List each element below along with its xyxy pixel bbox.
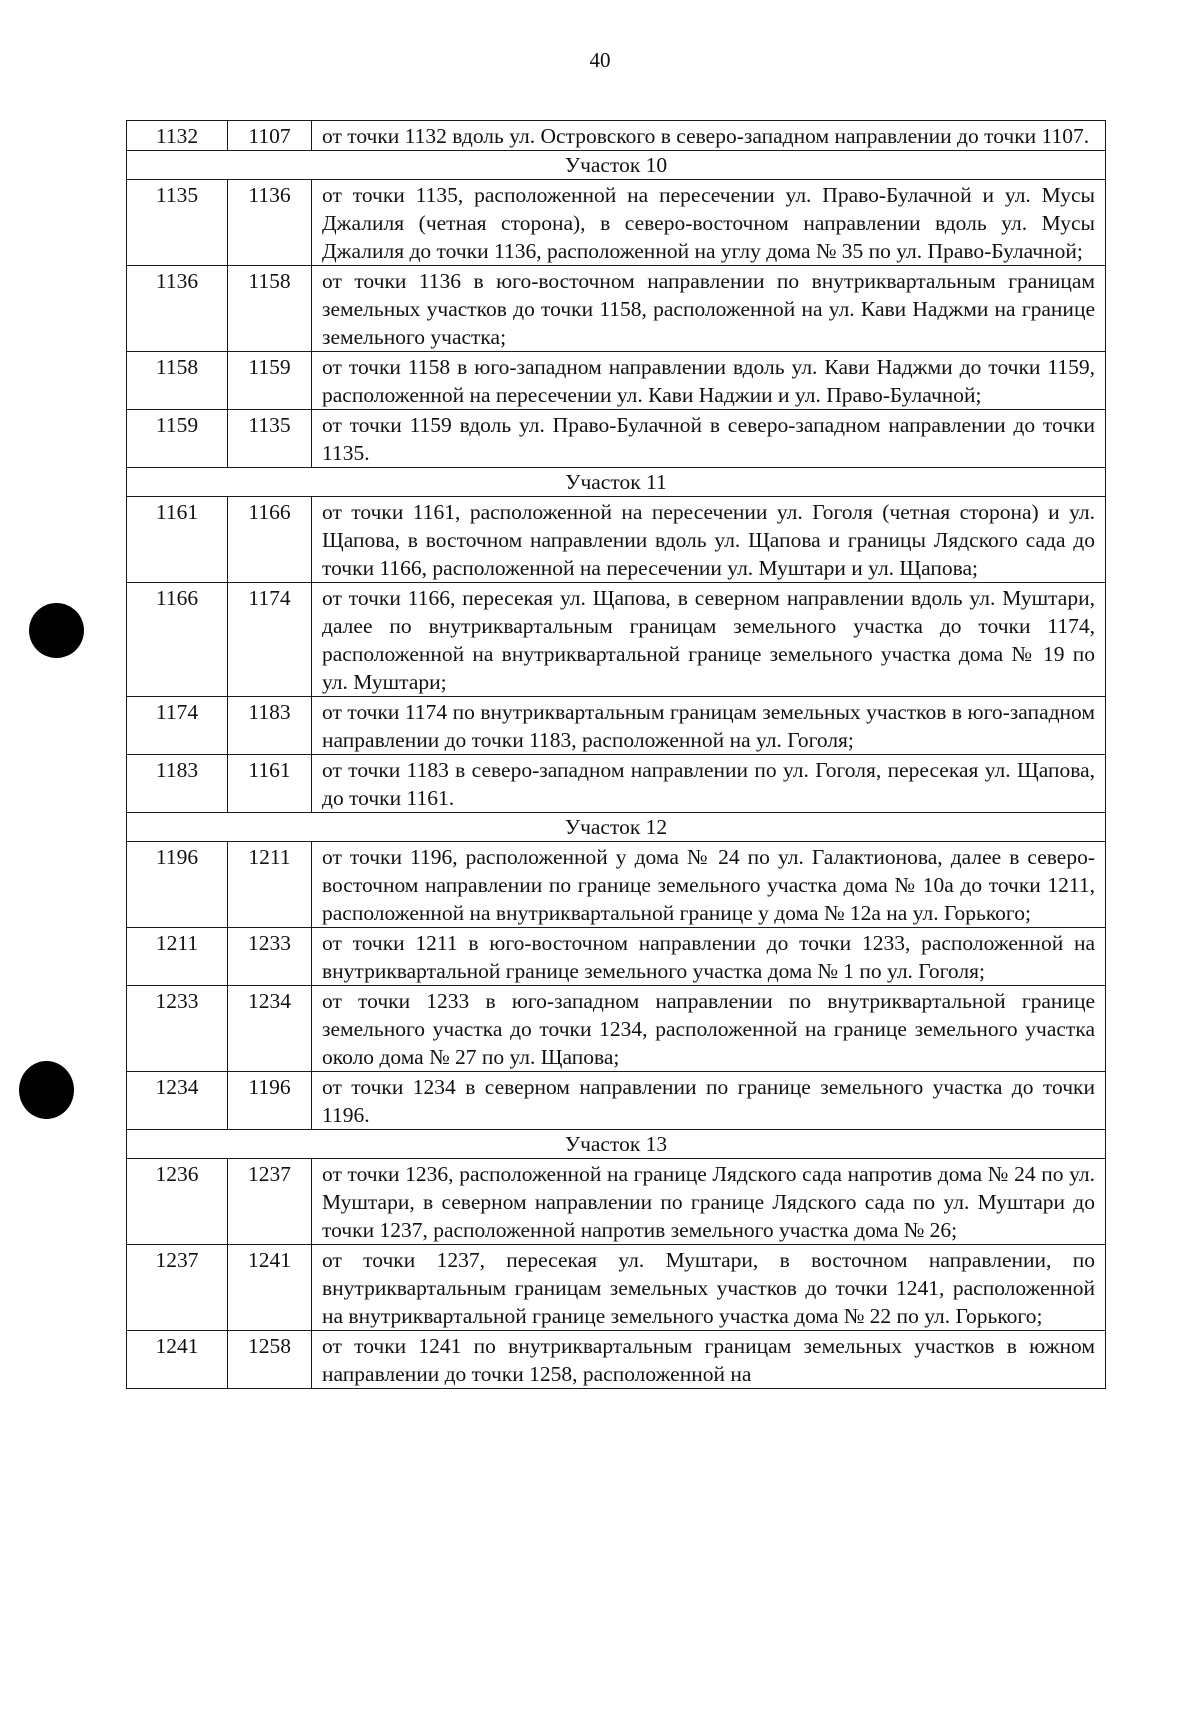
- boundary-description-cell: от точки 1236, расположенной на границе Лядского сада напротив дома № 24 по ул. Муштари, в северном направлении по границе Лядского сада по ул. Муштари до точки 1237, расположенной напротив земельного участка дома № 26;: [312, 1159, 1106, 1245]
- from-point-cell: 1196: [127, 842, 228, 928]
- to-point-cell: 1107: [228, 121, 312, 151]
- boundary-description-cell: от точки 1196, расположенной у дома № 24 по ул. Галактионова, далее в северо-восточном направлении по границе земельного участка дома № 10а до точки 1211, расположенной на внутриквартальной границе у дома № 12а на ул. Горького;: [312, 842, 1106, 928]
- table-row: [127, 583, 1106, 697]
- boundary-description-cell: от точки 1237, пересекая ул. Муштари, в восточном направлении, по внутриквартальным границам земельных участков до точки 1241, расположенной на внутриквартальной границе земельного участка дома № 22 по ул. Горького;: [312, 1245, 1106, 1331]
- to-point-cell: 1158: [228, 266, 312, 352]
- table-row: [127, 1245, 1106, 1331]
- section-header-row: [127, 151, 1106, 180]
- section-title: Участок 11: [127, 468, 1106, 497]
- from-point-cell: 1159: [127, 410, 228, 468]
- boundary-description-cell: от точки 1166, пересекая ул. Щапова, в северном направлении вдоль ул. Муштари, далее по внутриквартальным границам земельного участка до точки 1174, расположенной на внутриквартальной границе земельного участка дома № 19 по ул. Муштари;: [312, 583, 1106, 697]
- to-point-cell: 1233: [228, 928, 312, 986]
- to-point-cell: 1166: [228, 497, 312, 583]
- section-title: Участок 13: [127, 1130, 1106, 1159]
- from-point-cell: 1183: [127, 755, 228, 813]
- table-row: [127, 352, 1106, 410]
- table-body: [127, 121, 1106, 1389]
- table-row: [127, 1331, 1106, 1389]
- to-point-cell: 1174: [228, 583, 312, 697]
- section-title: Участок 12: [127, 813, 1106, 842]
- table-row: [127, 986, 1106, 1072]
- boundary-description-table: [126, 120, 1106, 1389]
- table-row: [127, 410, 1106, 468]
- from-point-cell: 1241: [127, 1331, 228, 1389]
- to-point-cell: 1196: [228, 1072, 312, 1130]
- from-point-cell: 1136: [127, 266, 228, 352]
- table-row: [127, 180, 1106, 266]
- boundary-description-cell: от точки 1132 вдоль ул. Островского в северо-западном направлении до точки 1107.: [312, 121, 1106, 151]
- from-point-cell: 1237: [127, 1245, 228, 1331]
- section-header-row: [127, 813, 1106, 842]
- to-point-cell: 1159: [228, 352, 312, 410]
- to-point-cell: 1258: [228, 1331, 312, 1389]
- page-number: 40: [589, 48, 611, 72]
- table-row: [127, 266, 1106, 352]
- table-row: [127, 1072, 1106, 1130]
- from-point-cell: 1211: [127, 928, 228, 986]
- to-point-cell: 1234: [228, 986, 312, 1072]
- table-row: [127, 1159, 1106, 1245]
- boundary-description-cell: от точки 1183 в северо-западном направлении по ул. Гоголя, пересекая ул. Щапова, до точки 1161.: [312, 755, 1106, 813]
- boundary-description-cell: от точки 1233 в юго-западном направлении по внутриквартальной границе земельного участка до точки 1234, расположенной на границе земельного участка около дома № 27 по ул. Щапова;: [312, 986, 1106, 1072]
- punch-hole-mark: [29, 603, 84, 658]
- section-header-row: [127, 1130, 1106, 1159]
- from-point-cell: 1166: [127, 583, 228, 697]
- table-row: [127, 842, 1106, 928]
- to-point-cell: 1135: [228, 410, 312, 468]
- from-point-cell: 1132: [127, 121, 228, 151]
- boundary-description-cell: от точки 1174 по внутриквартальным границам земельных участков в юго-западном направлении до точки 1183, расположенной на ул. Гоголя;: [312, 697, 1106, 755]
- boundary-description-cell: от точки 1136 в юго-восточном направлении по внутриквартальным границам земельных участков до точки 1158, расположенной на ул. Кави Наджми на границе земельного участка;: [312, 266, 1106, 352]
- boundary-description-cell: от точки 1161, расположенной на пересечении ул. Гоголя (четная сторона) и ул. Щапова, в восточном направлении вдоль ул. Щапова и границы Лядского сада до точки 1166, расположенной на пересечении ул. Муштари и ул. Щапова;: [312, 497, 1106, 583]
- boundary-description-cell: от точки 1211 в юго-восточном направлении до точки 1233, расположенной на внутриквартальной границе земельного участка дома № 1 по ул. Гоголя;: [312, 928, 1106, 986]
- to-point-cell: 1241: [228, 1245, 312, 1331]
- to-point-cell: 1161: [228, 755, 312, 813]
- from-point-cell: 1233: [127, 986, 228, 1072]
- boundary-description-cell: от точки 1158 в юго-западном направлении вдоль ул. Кави Наджми до точки 1159, расположенной на пересечении ул. Кави Наджии и ул. Право-Булачной;: [312, 352, 1106, 410]
- section-header-row: [127, 468, 1106, 497]
- table-row: [127, 928, 1106, 986]
- boundary-description-cell: от точки 1159 вдоль ул. Право-Булачной в северо-западном направлении до точки 1135.: [312, 410, 1106, 468]
- table-row: [127, 697, 1106, 755]
- table-row: [127, 121, 1106, 151]
- from-point-cell: 1161: [127, 497, 228, 583]
- from-point-cell: 1174: [127, 697, 228, 755]
- punch-hole-mark: [19, 1061, 74, 1119]
- to-point-cell: 1211: [228, 842, 312, 928]
- table-row: [127, 497, 1106, 583]
- from-point-cell: 1234: [127, 1072, 228, 1130]
- table-row: [127, 755, 1106, 813]
- boundary-description-cell: от точки 1241 по внутриквартальным границам земельных участков в южном направлении до точки 1258, расположенной на: [312, 1331, 1106, 1389]
- boundary-description-cell: от точки 1234 в северном направлении по границе земельного участка до точки 1196.: [312, 1072, 1106, 1130]
- from-point-cell: 1135: [127, 180, 228, 266]
- to-point-cell: 1136: [228, 180, 312, 266]
- to-point-cell: 1237: [228, 1159, 312, 1245]
- from-point-cell: 1236: [127, 1159, 228, 1245]
- section-title: Участок 10: [127, 151, 1106, 180]
- from-point-cell: 1158: [127, 352, 228, 410]
- boundary-description-cell: от точки 1135, расположенной на пересечении ул. Право-Булачной и ул. Мусы Джалиля (четная сторона), в северо-восточном направлении вдоль ул. Мусы Джалиля до точки 1136, расположенной на углу дома № 35 по ул. Право-Булачной;: [312, 180, 1106, 266]
- to-point-cell: 1183: [228, 697, 312, 755]
